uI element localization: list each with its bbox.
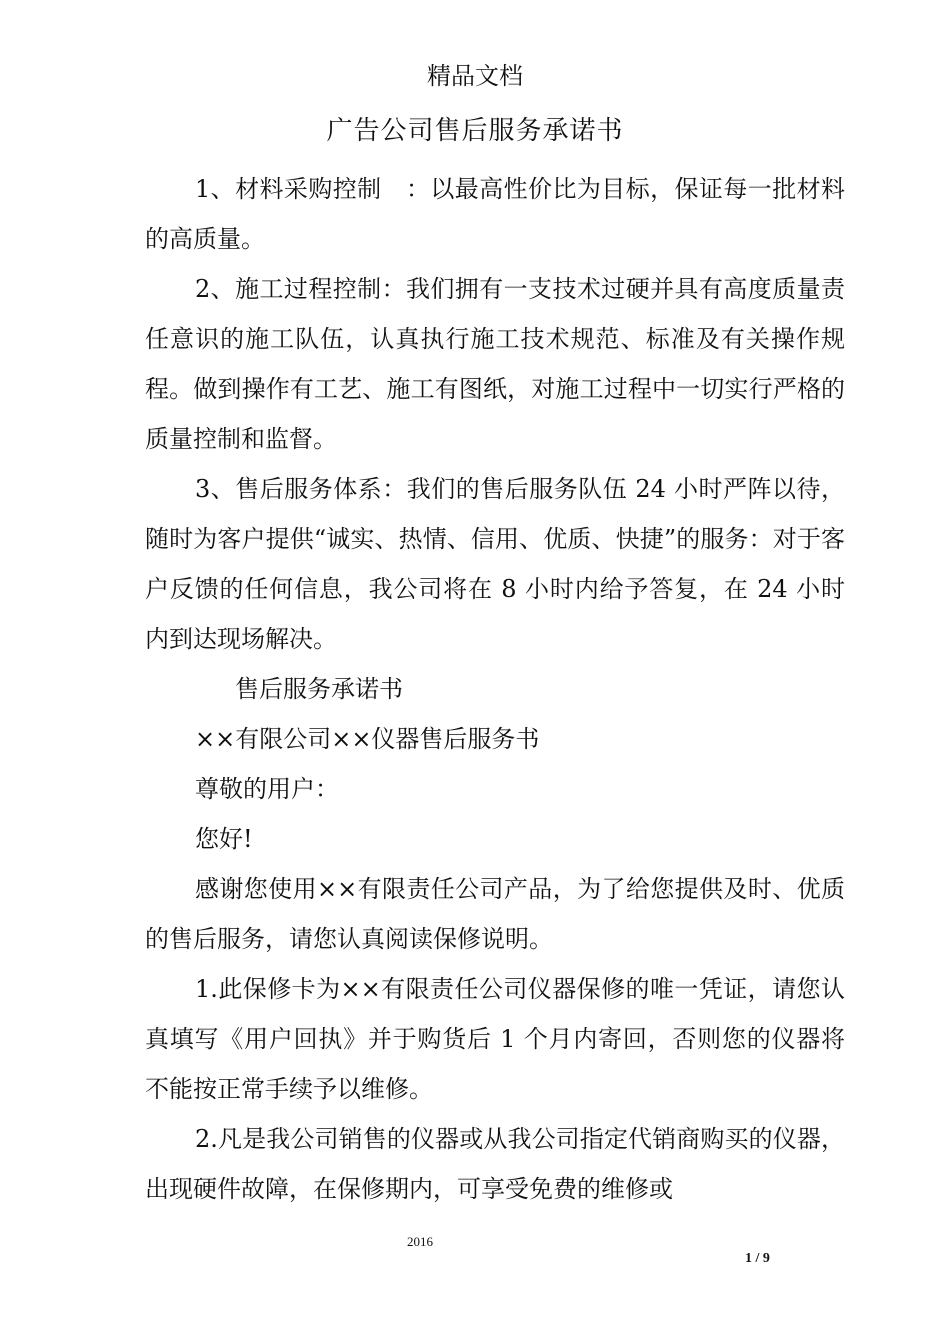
- section-heading: 售后服务承诺书: [235, 675, 403, 703]
- document-body: [145, 164, 845, 1214]
- paragraph-warranty-card: 1.此保修卡为××有限责任公司仪器保修的唯一凭证，请您认真填写《用户回执》并于购货后 1 个月内寄回，否则您的仪器将不能按正常手续予以维修。: [145, 975, 845, 1103]
- paragraph-free-repair: 2.凡是我公司销售的仪器或从我公司指定代销商购买的仪器，出现硬件故障，在保修期内，可享受免费的维修或: [145, 1125, 845, 1203]
- footer-year: 2016: [407, 1234, 433, 1249]
- paragraph-material-control: 1、材料采购控制 ：以最高性价比为目标，保证每一批材料的高质量。: [145, 175, 845, 253]
- page-number: 1 / 9: [745, 1251, 770, 1266]
- page-header: 精品文档: [427, 62, 523, 90]
- document-title: 广告公司售后服务承诺书: [326, 116, 624, 146]
- paragraph-service-system: 3、售后服务体系：我们的售后服务队伍 24 小时严阵以待，随时为客户提供“诚实、热情、信用、优质、快捷”的服务：对于客户反馈的任何信息，我公司将在 8 小时内给予答复，在 24 小时内到达现场解决。: [145, 475, 845, 653]
- salutation: 尊敬的用户：: [195, 775, 339, 803]
- paragraph-thanks: 感谢您使用××有限责任公司产品，为了给您提供及时、优质的售后服务，请您认真阅读保修说明。: [145, 875, 845, 953]
- service-book-title: ××有限公司××仪器售后服务书: [195, 725, 540, 753]
- greeting: 您好!: [195, 825, 253, 853]
- paragraph-construction-control: 2、施工过程控制：我们拥有一支技术过硬并具有高度质量责任意识的施工队伍，认真执行施工技术规范、标准及有关操作规程。做到操作有工艺、施工有图纸，对施工过程中一切实行严格的质量控制和监督。: [145, 275, 845, 453]
